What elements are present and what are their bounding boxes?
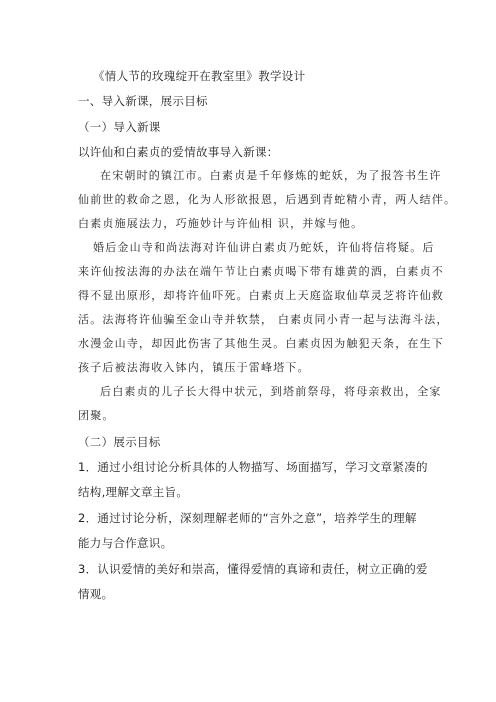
- story-line: 得不显出原形，却将许仙吓死。白素贞上天庭盗取仙草灵芝将许仙救: [78, 289, 444, 302]
- story-line: 仙前世的救命之恩，化为人形欲报恩，后遇到青蛇精小青，两人结伴。: [78, 193, 457, 206]
- story-line: 来许仙按法海的办法在端午节让白素贞喝下带有雄黄的酒，白素贞不: [78, 265, 444, 278]
- document-title: 《情人节的玫瑰绽开在教室里》教学设计: [93, 69, 306, 83]
- story-line: 团聚。: [78, 409, 115, 422]
- goal-line: 结构,理解文章主旨。: [78, 485, 189, 499]
- story-line: 活。法海将许仙骗至金山寺并软禁， 白素贞同小青一起与法海斗法，: [78, 313, 449, 326]
- intro-paragraph: 以许仙和白素贞的爱情故事导入新课：: [78, 145, 279, 159]
- goal-line: 2．通过讨论分析，深刻理解老师的“言外之意”，培养学生的理解: [78, 511, 417, 525]
- subsection-heading-2: （二）展示目标: [78, 435, 161, 449]
- story-line: 水漫金山寺，却因此伤害了其他生灵。白素贞因为触犯天条，在生下: [78, 337, 444, 350]
- story-line: 婚后金山寺和尚法海对许仙讲白素贞乃蛇妖，许仙将信将疑。后: [93, 241, 435, 254]
- goal-line: 3．认识爱情的美好和崇高，懂得爱情的真谛和责任，树立正确的爱: [78, 562, 428, 576]
- goal-line: 1．通过小组讨论分析具体的人物描写、场面描写，学习文章紧凑的: [78, 460, 428, 474]
- story-line: 后白素贞的儿子长大得中状元，到塔前祭母，将母亲救出，全家: [100, 385, 442, 398]
- goal-line: 情观。: [78, 587, 114, 601]
- goal-line: 能力与合作意识。: [78, 536, 173, 550]
- subsection-heading-1: （一）导入新课: [78, 120, 161, 134]
- story-line: 白素贞施展法力，巧施妙计与许仙相 识，并嫁与他。: [78, 217, 364, 230]
- story-line: 孩子后被法海收入钵内，镇压于雷峰塔下。: [78, 361, 310, 374]
- section-heading-1: 一、导入新课，展示目标: [78, 94, 208, 108]
- story-line: 在宋朝时的镇江市。白素贞是千年修炼的蛇妖，为了报答书生许: [100, 169, 442, 182]
